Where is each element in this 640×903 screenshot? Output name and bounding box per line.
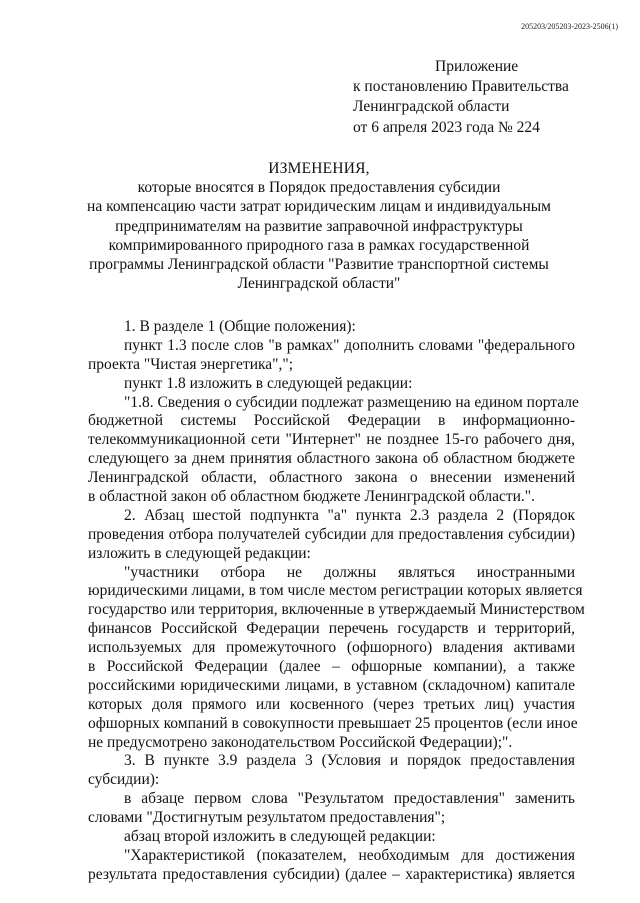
body-line: абзац второй изложить в следующей редакции: xyxy=(124,828,436,846)
title-line: которые вносятся в Порядок предоставления субсидии xyxy=(137,179,501,197)
title-line: Ленинградской области" xyxy=(237,275,401,293)
body-line: офшорных компаний в совокупности превышает 25 процентов (если иное xyxy=(88,714,578,732)
title-line: компримированного природного газа в рамках государственной xyxy=(108,236,530,254)
body-line: 1. В разделе 1 (Общие положения): xyxy=(124,318,356,335)
body-line: бюджетной системы Российской Федерации в информационно- xyxy=(88,412,575,430)
document-title xyxy=(60,159,578,293)
body-line: финансов Российской Федерации перечень государств и территорий, xyxy=(88,620,575,638)
body-line: "участники отбора не должны являться иностранными xyxy=(124,563,575,581)
title-line: программы Ленинградской области "Развитие транспортной системы xyxy=(89,256,549,274)
body-line: государство или территория, включенные в утверждаемый Министерством xyxy=(88,601,585,619)
body-line: юридическими лицами, в том числе местом регистрации которых является xyxy=(88,582,583,600)
body-line: в абзаце первом слова "Результатом предоставления" заменить xyxy=(124,790,575,808)
body-line: не предусмотрено законодательством Российской Федерации);". xyxy=(88,733,513,751)
body-line: "1.8. Сведения о субсидии подлежат размещению на едином портале xyxy=(124,393,579,411)
appendix-line: Ленинградской области xyxy=(353,98,510,116)
body-line: в областной закон об областном бюджете Ленинградской области.". xyxy=(88,488,536,506)
appendix-line: Приложение xyxy=(435,58,519,75)
document-body xyxy=(88,318,585,885)
document-registration-number: 205203/205203-2023-2506(1) xyxy=(521,22,618,31)
body-line: следующего за днем принятия областного закона об областном бюджете xyxy=(88,450,575,468)
body-line: пункт 1.8 изложить в следующей редакции: xyxy=(124,374,413,392)
title-line: предпринимателям на развитие заправочной инфраструктуры xyxy=(115,217,523,235)
body-line: изложить в следующей редакции: xyxy=(88,544,311,562)
appendix-line: к постановлению Правительства xyxy=(353,78,569,96)
body-line: 2. Абзац шестой подпункта "а" пункта 2.3 раздела 2 (Порядок xyxy=(124,506,575,524)
appendix-line: от 6 апреля 2023 года № 224 xyxy=(353,118,540,136)
title-line: на компенсацию части затрат юридическим лицам и индивидуальным xyxy=(87,198,551,216)
body-line: пункт 1.3 после слов "в рамках" дополнить словами "федерального xyxy=(124,336,575,354)
body-line: Ленинградской области, областного закона о внесении изменений xyxy=(88,469,575,487)
body-line: проведения отбора получателей субсидии для предоставления субсидии) xyxy=(88,525,575,543)
body-line: в Российской Федерации (далее – офшорные компании), а также xyxy=(88,658,575,676)
body-line: проекта "Чистая энергетика","; xyxy=(88,355,294,373)
body-line: телекоммуникационной сети "Интернет" не позднее 15-го рабочего дня, xyxy=(88,431,575,449)
body-line: результата предоставления субсидии) (далее – характеристика) является xyxy=(88,865,575,883)
body-line: российскими юридическими лицами, в уставном (складочном) капитале xyxy=(88,676,575,694)
body-line: "Характеристикой (показателем, необходимым для достижения xyxy=(124,846,575,864)
title-heading: ИЗМЕНЕНИЯ, xyxy=(268,160,370,177)
appendix-block xyxy=(353,57,569,138)
body-line: субсидии): xyxy=(88,771,160,789)
body-line: словами "Достигнутым результатом предоставления"; xyxy=(88,809,446,827)
body-line: 3. В пункте 3.9 раздела 3 (Условия и порядок предоставления xyxy=(124,752,575,770)
body-line: используемых для промежуточного (офшорного) владения активами xyxy=(88,639,575,657)
body-line: которых доля прямого или косвенного (через третьих лиц) участия xyxy=(88,695,575,713)
